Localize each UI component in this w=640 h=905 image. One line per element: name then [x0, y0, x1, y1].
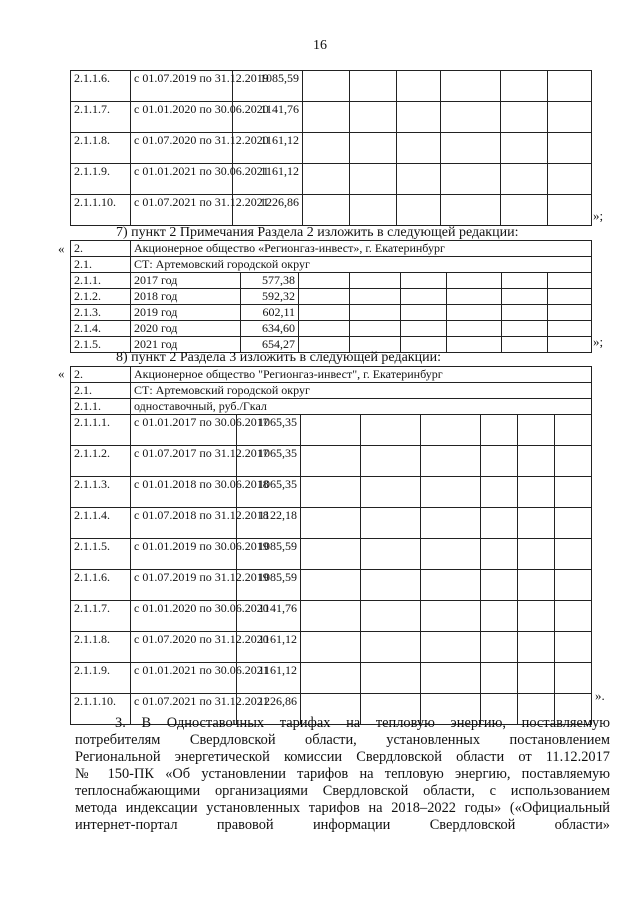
empty-cell	[299, 289, 350, 305]
sub-code: 2.1.	[71, 257, 131, 273]
empty-cell	[350, 195, 397, 226]
row-value: 602,11	[241, 305, 299, 321]
empty-cell	[301, 539, 361, 570]
row-period: с 01.01.2020 по 30.06.2020	[131, 601, 237, 632]
empty-cell	[350, 102, 397, 133]
empty-cell	[502, 337, 548, 353]
empty-cell	[518, 508, 555, 539]
empty-cell	[401, 289, 447, 305]
empty-cell	[301, 663, 361, 694]
row-period: с 01.07.2019 по 31.12.2019	[131, 71, 233, 102]
empty-cell	[361, 601, 421, 632]
table-row	[71, 102, 592, 133]
empty-cell	[555, 446, 592, 477]
empty-cell	[548, 273, 592, 289]
empty-cell	[441, 102, 501, 133]
row-code: 2.1.1.2.	[71, 446, 131, 477]
empty-cell	[518, 477, 555, 508]
opening-quote-mark: «	[58, 241, 65, 256]
row-value: 1226,86	[233, 195, 303, 226]
empty-cell	[441, 164, 501, 195]
paragraph-line: потребителям Свердловской области, установленных постановлением	[75, 732, 610, 748]
empty-cell	[502, 321, 548, 337]
empty-cell	[548, 305, 592, 321]
row-code: 2.1.1.6.	[71, 71, 131, 102]
row-value: 592,32	[241, 289, 299, 305]
table-row	[71, 446, 592, 477]
tariff-name: одноставочный, руб./Гкал	[131, 399, 592, 415]
empty-cell	[350, 133, 397, 164]
empty-cell	[501, 102, 548, 133]
opening-quote-mark: «	[58, 366, 65, 381]
row-period: с 01.07.2018 по 31.12.2018	[131, 508, 237, 539]
table-row	[71, 133, 592, 164]
empty-cell	[361, 570, 421, 601]
empty-cell	[501, 164, 548, 195]
paragraph-line: метода индексации установленных тарифов на 2018–2022 годы» («Официальный	[75, 800, 610, 816]
empty-cell	[397, 164, 441, 195]
empty-cell	[447, 321, 502, 337]
row-value: 1226,86	[237, 694, 301, 725]
empty-cell	[555, 539, 592, 570]
empty-cell	[481, 663, 518, 694]
table-row	[71, 477, 592, 508]
org-code: 2.	[71, 367, 131, 383]
closing-quote-mark: »;	[593, 334, 604, 349]
row-period: с 01.01.2020 по 30.06.2020	[131, 102, 233, 133]
table-row	[71, 289, 592, 305]
row-code: 2.1.1.	[71, 273, 131, 289]
empty-cell	[555, 508, 592, 539]
empty-cell	[350, 164, 397, 195]
row-year: 2018 год	[131, 289, 241, 305]
empty-cell	[447, 337, 502, 353]
empty-cell	[502, 305, 548, 321]
row-year: 2020 год	[131, 321, 241, 337]
empty-cell	[350, 273, 401, 289]
closing-quote-mark: ».	[595, 688, 605, 703]
row-period: с 01.07.2021 по 31.12.2021	[131, 195, 233, 226]
row-value: 1161,12	[233, 133, 303, 164]
org-code: 2.	[71, 241, 131, 257]
row-value: 1085,59	[237, 570, 301, 601]
empty-cell	[441, 71, 501, 102]
closing-quote-mark: »;	[593, 208, 604, 223]
table-row	[71, 195, 592, 226]
row-code: 2.1.4.	[71, 321, 131, 337]
row-code: 2.1.1.10.	[71, 694, 131, 725]
section-8-heading: 8) пункт 2 Раздела 3 изложить в следующей редакции:	[116, 350, 441, 365]
empty-cell	[518, 415, 555, 446]
empty-cell	[481, 539, 518, 570]
empty-cell	[447, 273, 502, 289]
row-period: с 01.07.2019 по 31.12.2019	[131, 570, 237, 601]
empty-cell	[502, 273, 548, 289]
empty-cell	[481, 446, 518, 477]
row-value: 1141,76	[237, 601, 301, 632]
empty-cell	[397, 102, 441, 133]
empty-cell	[299, 273, 350, 289]
section-8-table	[70, 366, 592, 725]
empty-cell	[441, 195, 501, 226]
empty-cell	[481, 570, 518, 601]
empty-cell	[401, 273, 447, 289]
row-value: 1065,35	[237, 415, 301, 446]
table-row	[71, 663, 592, 694]
empty-cell	[555, 415, 592, 446]
row-year: 2019 год	[131, 305, 241, 321]
row-code: 2.1.3.	[71, 305, 131, 321]
paragraph-3	[75, 715, 610, 834]
empty-cell	[518, 663, 555, 694]
row-code: 2.1.1.1.	[71, 415, 131, 446]
row-value: 654,27	[241, 337, 299, 353]
empty-cell	[350, 321, 401, 337]
row-period: с 01.01.2017 по 30.06.2017	[131, 415, 237, 446]
empty-cell	[299, 321, 350, 337]
empty-cell	[481, 415, 518, 446]
empty-cell	[548, 321, 592, 337]
empty-cell	[502, 289, 548, 305]
empty-cell	[361, 632, 421, 663]
row-value: 1122,18	[237, 508, 301, 539]
row-period: с 01.01.2019 по 30.06.2019	[131, 539, 237, 570]
row-year: 2017 год	[131, 273, 241, 289]
empty-cell	[548, 133, 592, 164]
empty-cell	[301, 601, 361, 632]
row-period: с 01.01.2021 по 30.06.2021	[131, 164, 233, 195]
empty-cell	[299, 305, 350, 321]
empty-cell	[481, 477, 518, 508]
table-row	[71, 321, 592, 337]
table-row	[71, 305, 592, 321]
empty-cell	[481, 508, 518, 539]
empty-cell	[350, 305, 401, 321]
empty-cell	[361, 415, 421, 446]
row-value: 1161,12	[237, 663, 301, 694]
empty-cell	[361, 446, 421, 477]
empty-cell	[481, 632, 518, 663]
empty-cell	[548, 337, 592, 353]
row-value: 1161,12	[237, 632, 301, 663]
empty-cell	[501, 195, 548, 226]
tariff-table-continuation	[70, 70, 592, 226]
row-code: 2.1.1.9.	[71, 164, 131, 195]
empty-cell	[555, 570, 592, 601]
empty-cell	[481, 601, 518, 632]
page-number: 16	[313, 38, 327, 53]
empty-cell	[361, 508, 421, 539]
empty-cell	[303, 71, 350, 102]
empty-cell	[397, 195, 441, 226]
row-code: 2.1.1.4.	[71, 508, 131, 539]
org-name: Акционерное общество «Регионгаз-инвест», г. Екатеринбург	[131, 241, 592, 257]
table-row	[71, 508, 592, 539]
empty-cell	[548, 71, 592, 102]
empty-cell	[350, 71, 397, 102]
paragraph-line: 3. В Одноставочных тарифах на тепловую энергию, поставляемую	[115, 715, 610, 731]
row-value: 1085,59	[237, 539, 301, 570]
empty-cell	[518, 601, 555, 632]
empty-cell	[421, 508, 481, 539]
table-row	[71, 164, 592, 195]
empty-cell	[518, 570, 555, 601]
empty-cell	[301, 446, 361, 477]
empty-cell	[421, 446, 481, 477]
row-value: 1085,59	[233, 71, 303, 102]
table-row	[71, 539, 592, 570]
empty-cell	[421, 601, 481, 632]
table-row	[71, 415, 592, 446]
row-value: 1065,35	[237, 446, 301, 477]
row-code: 2.1.1.10.	[71, 195, 131, 226]
empty-cell	[361, 477, 421, 508]
empty-cell	[350, 289, 401, 305]
empty-cell	[555, 663, 592, 694]
empty-cell	[303, 102, 350, 133]
empty-cell	[548, 289, 592, 305]
empty-cell	[301, 570, 361, 601]
empty-cell	[555, 632, 592, 663]
empty-cell	[303, 195, 350, 226]
paragraph-line: № 150-ПК «Об установлении тарифов на тепловую энергию, поставляемую	[75, 766, 610, 782]
empty-cell	[361, 539, 421, 570]
row-code: 2.1.1.7.	[71, 102, 131, 133]
row-code: 2.1.1.5.	[71, 539, 131, 570]
row-code: 2.1.5.	[71, 337, 131, 353]
table-row	[71, 71, 592, 102]
empty-cell	[421, 663, 481, 694]
empty-cell	[301, 477, 361, 508]
table-row	[71, 273, 592, 289]
paragraph-line: интернет-портал правовой информации Свердловской области»	[75, 817, 610, 833]
empty-cell	[361, 663, 421, 694]
row-period: с 01.01.2018 по 30.06.2018	[131, 477, 237, 508]
row-value: 634,60	[241, 321, 299, 337]
row-period: с 01.07.2020 по 31.12.2020	[131, 632, 237, 663]
empty-cell	[421, 539, 481, 570]
section-7-heading: 7) пункт 2 Примечания Раздела 2 изложить в следующей редакции:	[116, 225, 519, 240]
tariff-code: 2.1.1.	[71, 399, 131, 415]
row-code: 2.1.1.9.	[71, 663, 131, 694]
empty-cell	[401, 321, 447, 337]
sub-name: СТ: Артемовский городской округ	[131, 257, 592, 273]
row-code: 2.1.1.8.	[71, 632, 131, 663]
row-period: с 01.07.2017 по 31.12.2017	[131, 446, 237, 477]
empty-cell	[501, 71, 548, 102]
row-period: с 01.07.2020 по 31.12.2020	[131, 133, 233, 164]
empty-cell	[421, 570, 481, 601]
row-period: с 01.01.2021 по 30.06.2021	[131, 663, 237, 694]
empty-cell	[441, 133, 501, 164]
empty-cell	[421, 415, 481, 446]
table-row	[71, 570, 592, 601]
empty-cell	[518, 539, 555, 570]
empty-cell	[447, 305, 502, 321]
empty-cell	[397, 71, 441, 102]
empty-cell	[555, 601, 592, 632]
row-value: 1141,76	[233, 102, 303, 133]
empty-cell	[301, 508, 361, 539]
row-code: 2.1.1.3.	[71, 477, 131, 508]
row-year: 2021 год	[131, 337, 241, 353]
table-row	[71, 601, 592, 632]
empty-cell	[401, 305, 447, 321]
row-code: 2.1.1.6.	[71, 570, 131, 601]
empty-cell	[501, 133, 548, 164]
sub-name: СТ: Артемовский городской округ	[131, 383, 592, 399]
empty-cell	[303, 133, 350, 164]
row-value: 1065,35	[237, 477, 301, 508]
empty-cell	[301, 415, 361, 446]
row-period: с 01.07.2021 по 31.12.2021	[131, 694, 237, 725]
empty-cell	[447, 289, 502, 305]
empty-cell	[518, 446, 555, 477]
row-code: 2.1.1.7.	[71, 601, 131, 632]
paragraph-line: теплоснабжающими организациями Свердловской области, с использованием	[75, 783, 610, 799]
row-value: 1161,12	[233, 164, 303, 195]
org-name: Акционерное общество "Регионгаз-инвест", г. Екатеринбург	[131, 367, 592, 383]
empty-cell	[548, 164, 592, 195]
sub-code: 2.1.	[71, 383, 131, 399]
empty-cell	[548, 102, 592, 133]
row-code: 2.1.1.8.	[71, 133, 131, 164]
table-row	[71, 632, 592, 663]
row-value: 577,38	[241, 273, 299, 289]
empty-cell	[421, 632, 481, 663]
empty-cell	[548, 195, 592, 226]
empty-cell	[397, 133, 441, 164]
empty-cell	[555, 477, 592, 508]
empty-cell	[301, 632, 361, 663]
section-7-table	[70, 240, 592, 353]
empty-cell	[303, 164, 350, 195]
empty-cell	[518, 632, 555, 663]
row-code: 2.1.2.	[71, 289, 131, 305]
empty-cell	[421, 477, 481, 508]
paragraph-line: Региональной энергетической комиссии Свердловской области от 11.12.2017	[75, 749, 610, 765]
